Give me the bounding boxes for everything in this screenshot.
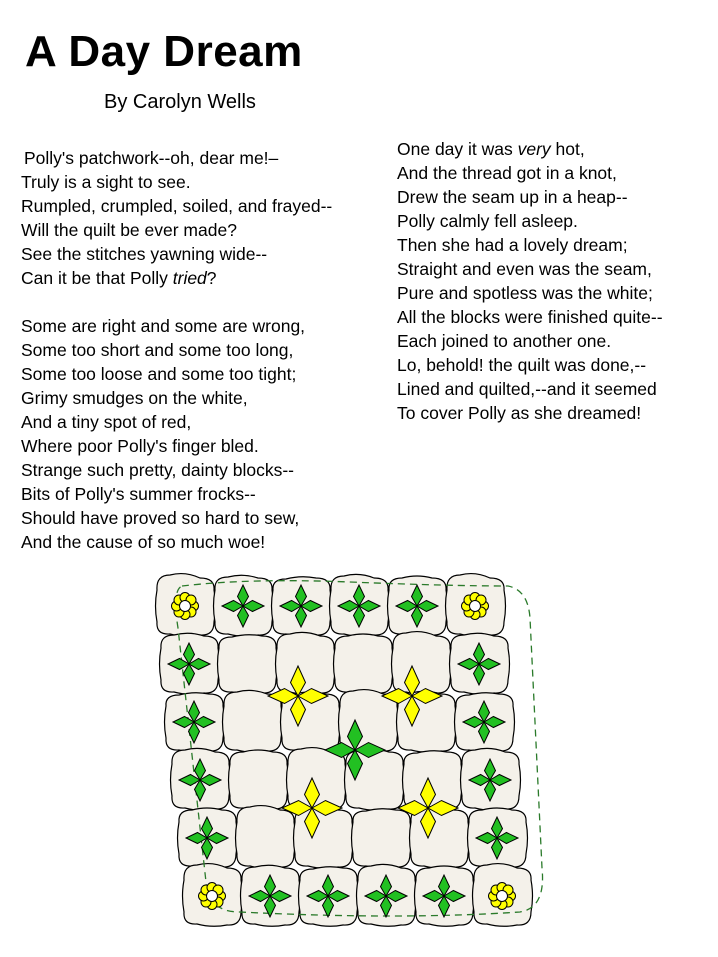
poem-line: And the thread got in a knot, [397, 163, 617, 183]
flower-icon [172, 593, 199, 620]
poem-line: Bits of Polly's summer frocks-- [21, 484, 256, 504]
poem-line: And a tiny spot of red, [21, 412, 192, 432]
poem-line: Drew the seam up in a heap-- [397, 187, 628, 207]
quilt-patch [236, 806, 296, 869]
poem-line: Some are right and some are wrong, [21, 316, 306, 336]
quilt-patch [276, 632, 336, 694]
poem-line: To cover Polly as she dreamed! [397, 403, 642, 423]
stanza-3 [397, 137, 663, 425]
quilt-patch [294, 807, 354, 868]
poem-line: Should have proved so hard to sew, [21, 508, 300, 528]
poem-line: Can it be that Polly tried? [21, 268, 217, 288]
poem-line: Polly calmly fell asleep. [397, 211, 578, 231]
poem-line: Polly's patchwork--oh, dear me!– [24, 148, 279, 168]
quilt-illustration [150, 568, 570, 940]
poem-line: All the blocks were finished quite-- [397, 307, 663, 327]
flower-icon [489, 883, 516, 910]
quilt-patch [410, 806, 470, 868]
quilt-patch [334, 634, 394, 694]
poem-line: Some too loose and some too tight; [21, 364, 297, 384]
poem-line: Each joined to another one. [397, 331, 612, 351]
stanza-2 [21, 314, 305, 554]
poem-title: A Day Dream [25, 27, 303, 76]
flower-icon [199, 883, 226, 910]
flower-icon [462, 593, 489, 620]
poem-line: Pure and spotless was the white; [397, 283, 653, 303]
poem-line: One day it was very hot, [397, 139, 585, 159]
poem-line: Lo, behold! the quilt was done,-- [397, 355, 647, 375]
stanza-1 [21, 146, 332, 290]
poem-line: Truly is a sight to see. [21, 172, 191, 192]
poem-author: By Carolyn Wells [104, 91, 256, 113]
poem-line: Will the quilt be ever made? [21, 220, 237, 240]
quilt-patch [223, 690, 283, 752]
poem-line: Then she had a lovely dream; [397, 235, 628, 255]
poem-line: Strange such pretty, dainty blocks-- [21, 460, 294, 480]
quilt-patch [352, 809, 412, 869]
poem-line: Grimy smudges on the white, [21, 388, 248, 408]
poem-line: Where poor Polly's finger bled. [21, 436, 259, 456]
poem-line: See the stitches yawning wide-- [21, 244, 268, 264]
poem-line: And the cause of so much woe! [21, 532, 266, 552]
quilt-patch [229, 750, 289, 810]
poem-line: Rumpled, crumpled, soiled, and frayed-- [21, 196, 333, 216]
poem-line: Straight and even was the seam, [397, 259, 652, 279]
poem-line: Lined and quilted,--and it seemed [397, 379, 657, 399]
quilt-patch [392, 632, 452, 695]
poem-line: Some too short and some too long, [21, 340, 294, 360]
quilt-patch [218, 635, 278, 695]
